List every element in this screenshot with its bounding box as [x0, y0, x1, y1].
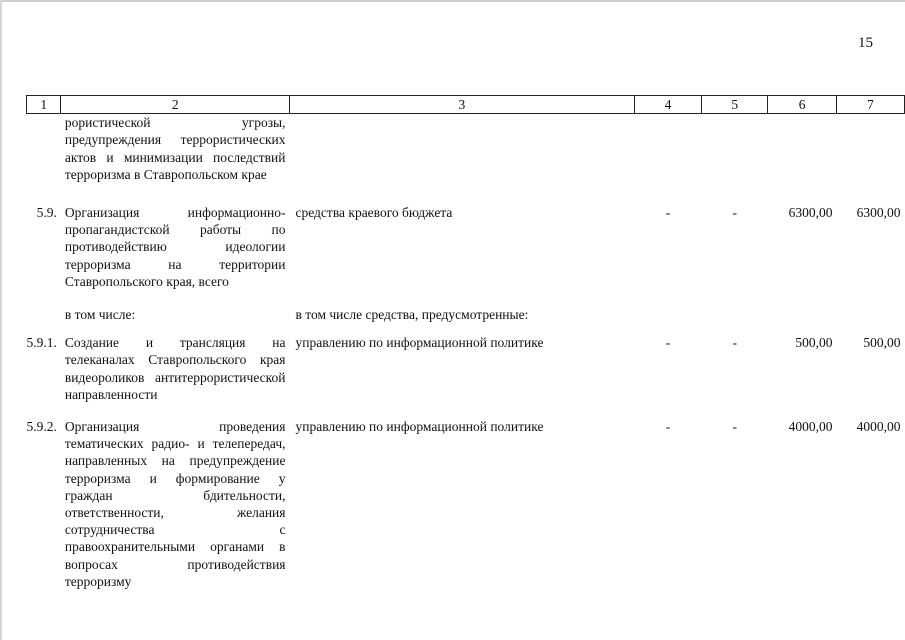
row-col6: [768, 114, 837, 183]
col-header-3: 3: [290, 96, 635, 114]
row-funding-source: в том числе средства, предусмотренные:: [295, 307, 529, 323]
col-header-7: 7: [837, 96, 905, 114]
table-row: [27, 204, 905, 290]
table-row: [27, 114, 905, 183]
page-number: 15: [858, 35, 873, 51]
row-col6: [768, 306, 837, 323]
row-description: Организация проведения тематических радио- и телепередач, направленных на предупреждение терроризма и формирование у граждан бдительности, ответственности, желания сотрудничества с правоохранительными органами в вопросах противодействия терроризму: [64, 419, 286, 589]
page-left-edge: [0, 0, 2, 640]
col-header-6: 6: [768, 96, 837, 114]
row-number: 5.9.1.: [26, 335, 57, 351]
col-header-5: 5: [702, 96, 768, 114]
row-col7: 6300,00: [856, 205, 901, 221]
row-col5: [702, 306, 768, 323]
row-description: Создание и трансляция на телеканалах Ставропольского края видеороликов антитеррористической направленности: [64, 335, 286, 402]
row-col7: 500,00: [863, 335, 901, 351]
row-col6: 6300,00: [788, 205, 833, 221]
row-number: [27, 306, 61, 323]
row-col7: [837, 306, 905, 323]
row-description: Организация информационно-пропагандистской работы по противодействию идеологии терроризма на территории Ставропольского края, всего: [64, 205, 286, 289]
col-header-4: 4: [634, 96, 702, 114]
row-description: в том числе:: [64, 307, 136, 323]
col-header-2: 2: [61, 96, 290, 114]
row-col4: [634, 114, 702, 183]
row-col7: [837, 114, 905, 183]
row-col7: 4000,00: [856, 419, 901, 435]
page-top-edge: [0, 0, 905, 2]
row-funding-source: управлению по информационной политике: [295, 419, 544, 435]
row-col4: -: [665, 205, 671, 221]
row-col6: 4000,00: [788, 419, 833, 435]
row-col4: -: [665, 335, 671, 351]
row-description: рористической угрозы, предупреждения террористических актов и минимизации последствий терроризма в Ставропольском крае: [64, 115, 286, 182]
row-funding-source: средства краевого бюджета: [295, 205, 453, 221]
row-number: [27, 114, 61, 183]
header-row: [27, 96, 905, 114]
row-col5: [702, 114, 768, 183]
table-row: [27, 334, 905, 403]
row-col4: -: [665, 419, 671, 435]
row-number: 5.9.2.: [26, 419, 57, 435]
table-row: [27, 306, 905, 323]
row-col6: 500,00: [795, 335, 833, 351]
budget-table: [26, 95, 905, 590]
row-col5: -: [732, 419, 737, 435]
row-funding-source: управлению по информационной политике: [295, 335, 544, 351]
row-col5: -: [732, 335, 737, 351]
row-number: 5.9.: [36, 205, 57, 221]
row-col4: [634, 306, 702, 323]
table-row: [27, 418, 905, 590]
row-col5: -: [732, 205, 737, 221]
row-funding-source: [290, 114, 635, 183]
col-header-1: 1: [27, 96, 61, 114]
